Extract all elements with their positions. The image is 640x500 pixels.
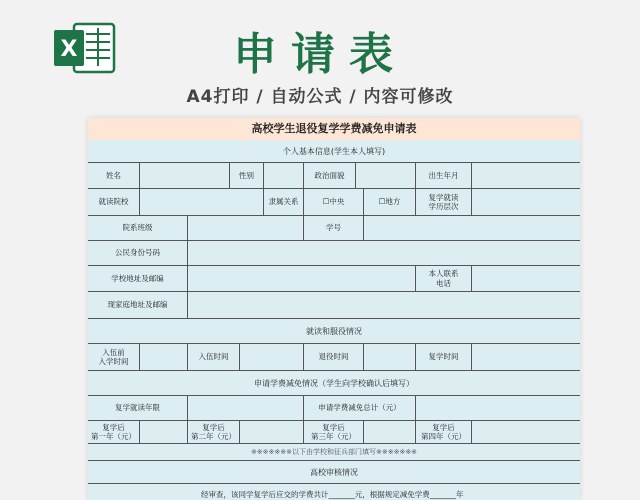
- divider-note: ※※※※※※※以下由学校和征兵部门填写※※※※※※※: [88, 444, 580, 461]
- year3-label: 复学后 第三年（元）: [304, 421, 364, 443]
- year4-label: 复学后 第四年（元）: [416, 421, 472, 443]
- politics-label: 政治面貌: [304, 163, 356, 188]
- section-review: 高校审核情况: [88, 461, 580, 484]
- table-row: [88, 292, 580, 319]
- department-input-cell[interactable]: [188, 216, 304, 240]
- school-input-cell[interactable]: [140, 189, 264, 215]
- table-row: [88, 241, 580, 266]
- form-grid: [88, 140, 580, 500]
- department-label: 院系班级: [88, 216, 188, 240]
- enlist-time-label: 入伍时间: [188, 344, 240, 370]
- edu-level-label: 复学就读 学历层次: [416, 189, 472, 215]
- gender-label: 性别: [230, 163, 264, 188]
- enlist-time-input-cell[interactable]: [240, 344, 304, 370]
- svg-text:X: X: [60, 37, 78, 62]
- table-row: [88, 163, 580, 189]
- student-id-input-cell[interactable]: [364, 216, 580, 240]
- birth-label: 出生年月: [416, 163, 472, 188]
- page-subtitle: A4打印 / 自动公式 / 内容可修改: [186, 87, 454, 107]
- resume-input-cell[interactable]: [472, 344, 580, 370]
- birth-input-cell[interactable]: [472, 163, 580, 188]
- contact-label: 本人联系 电话: [416, 266, 472, 291]
- year3-input-cell[interactable]: [364, 421, 416, 443]
- enlist-label: 入伍前 入学时间: [88, 344, 140, 370]
- form-title: 高校学生退役复学学费减免申请表: [88, 118, 580, 141]
- section-service-info: 就读和服役情况: [88, 319, 580, 344]
- central-checkbox[interactable]: ☐中央: [304, 189, 364, 215]
- contact-input-cell[interactable]: [472, 266, 580, 291]
- year1-input-cell[interactable]: [140, 421, 188, 443]
- page-header: [0, 0, 640, 118]
- table-row: [88, 266, 580, 292]
- home-address-label: 现家庭地址及邮编: [88, 292, 188, 318]
- gender-input-cell[interactable]: [264, 163, 304, 188]
- table-row: [88, 421, 580, 444]
- table-row: [88, 189, 580, 216]
- school-address-input-cell[interactable]: [188, 266, 416, 291]
- section-waiver-info: 申请学费减免情况（学生向学校确认后填写）: [88, 371, 580, 396]
- discharge-label: 退役时间: [304, 344, 364, 370]
- table-row: [88, 396, 580, 421]
- student-id-label: 学号: [304, 216, 364, 240]
- name-label: 姓名: [88, 163, 140, 188]
- affiliation-label: 隶属关系: [264, 189, 304, 215]
- discharge-input-cell[interactable]: [364, 344, 416, 370]
- page-title: 申请表: [233, 29, 407, 80]
- section-personal-info: 个人基本信息(学生本人填写): [88, 140, 580, 163]
- year1-label: 复学后 第一年（元）: [88, 421, 140, 443]
- form-sheet: [88, 118, 580, 500]
- total-waiver-label: 申请学费减免总计（元）: [304, 396, 416, 420]
- enlist-input-cell[interactable]: [140, 344, 188, 370]
- year2-input-cell[interactable]: [240, 421, 304, 443]
- home-address-input-cell[interactable]: [188, 292, 580, 318]
- school-address-label: 学校地址及邮编: [88, 266, 188, 291]
- name-input-cell[interactable]: [140, 163, 230, 188]
- edu-level-input-cell[interactable]: [472, 189, 580, 215]
- year4-input-cell[interactable]: [472, 421, 580, 443]
- id-number-label: 公民身份号码: [88, 241, 188, 265]
- table-row: [88, 344, 580, 371]
- id-number-input-cell[interactable]: [188, 241, 580, 265]
- local-checkbox[interactable]: ☐地方: [364, 189, 416, 215]
- year2-label: 复学后 第二年（元）: [188, 421, 240, 443]
- study-years-input-cell[interactable]: [188, 396, 304, 420]
- total-waiver-input-cell[interactable]: [416, 396, 580, 420]
- table-row: [88, 484, 580, 500]
- review-text: 经审查，该同学复学后应交的学费共计_______元，根据规定减免学费_______年: [201, 490, 464, 500]
- table-row: [88, 216, 580, 241]
- study-years-label: 复学就读年限: [88, 396, 188, 420]
- school-label: 就读院校: [88, 189, 140, 215]
- resume-label: 复学时间: [416, 344, 472, 370]
- politics-input-cell[interactable]: [356, 163, 416, 188]
